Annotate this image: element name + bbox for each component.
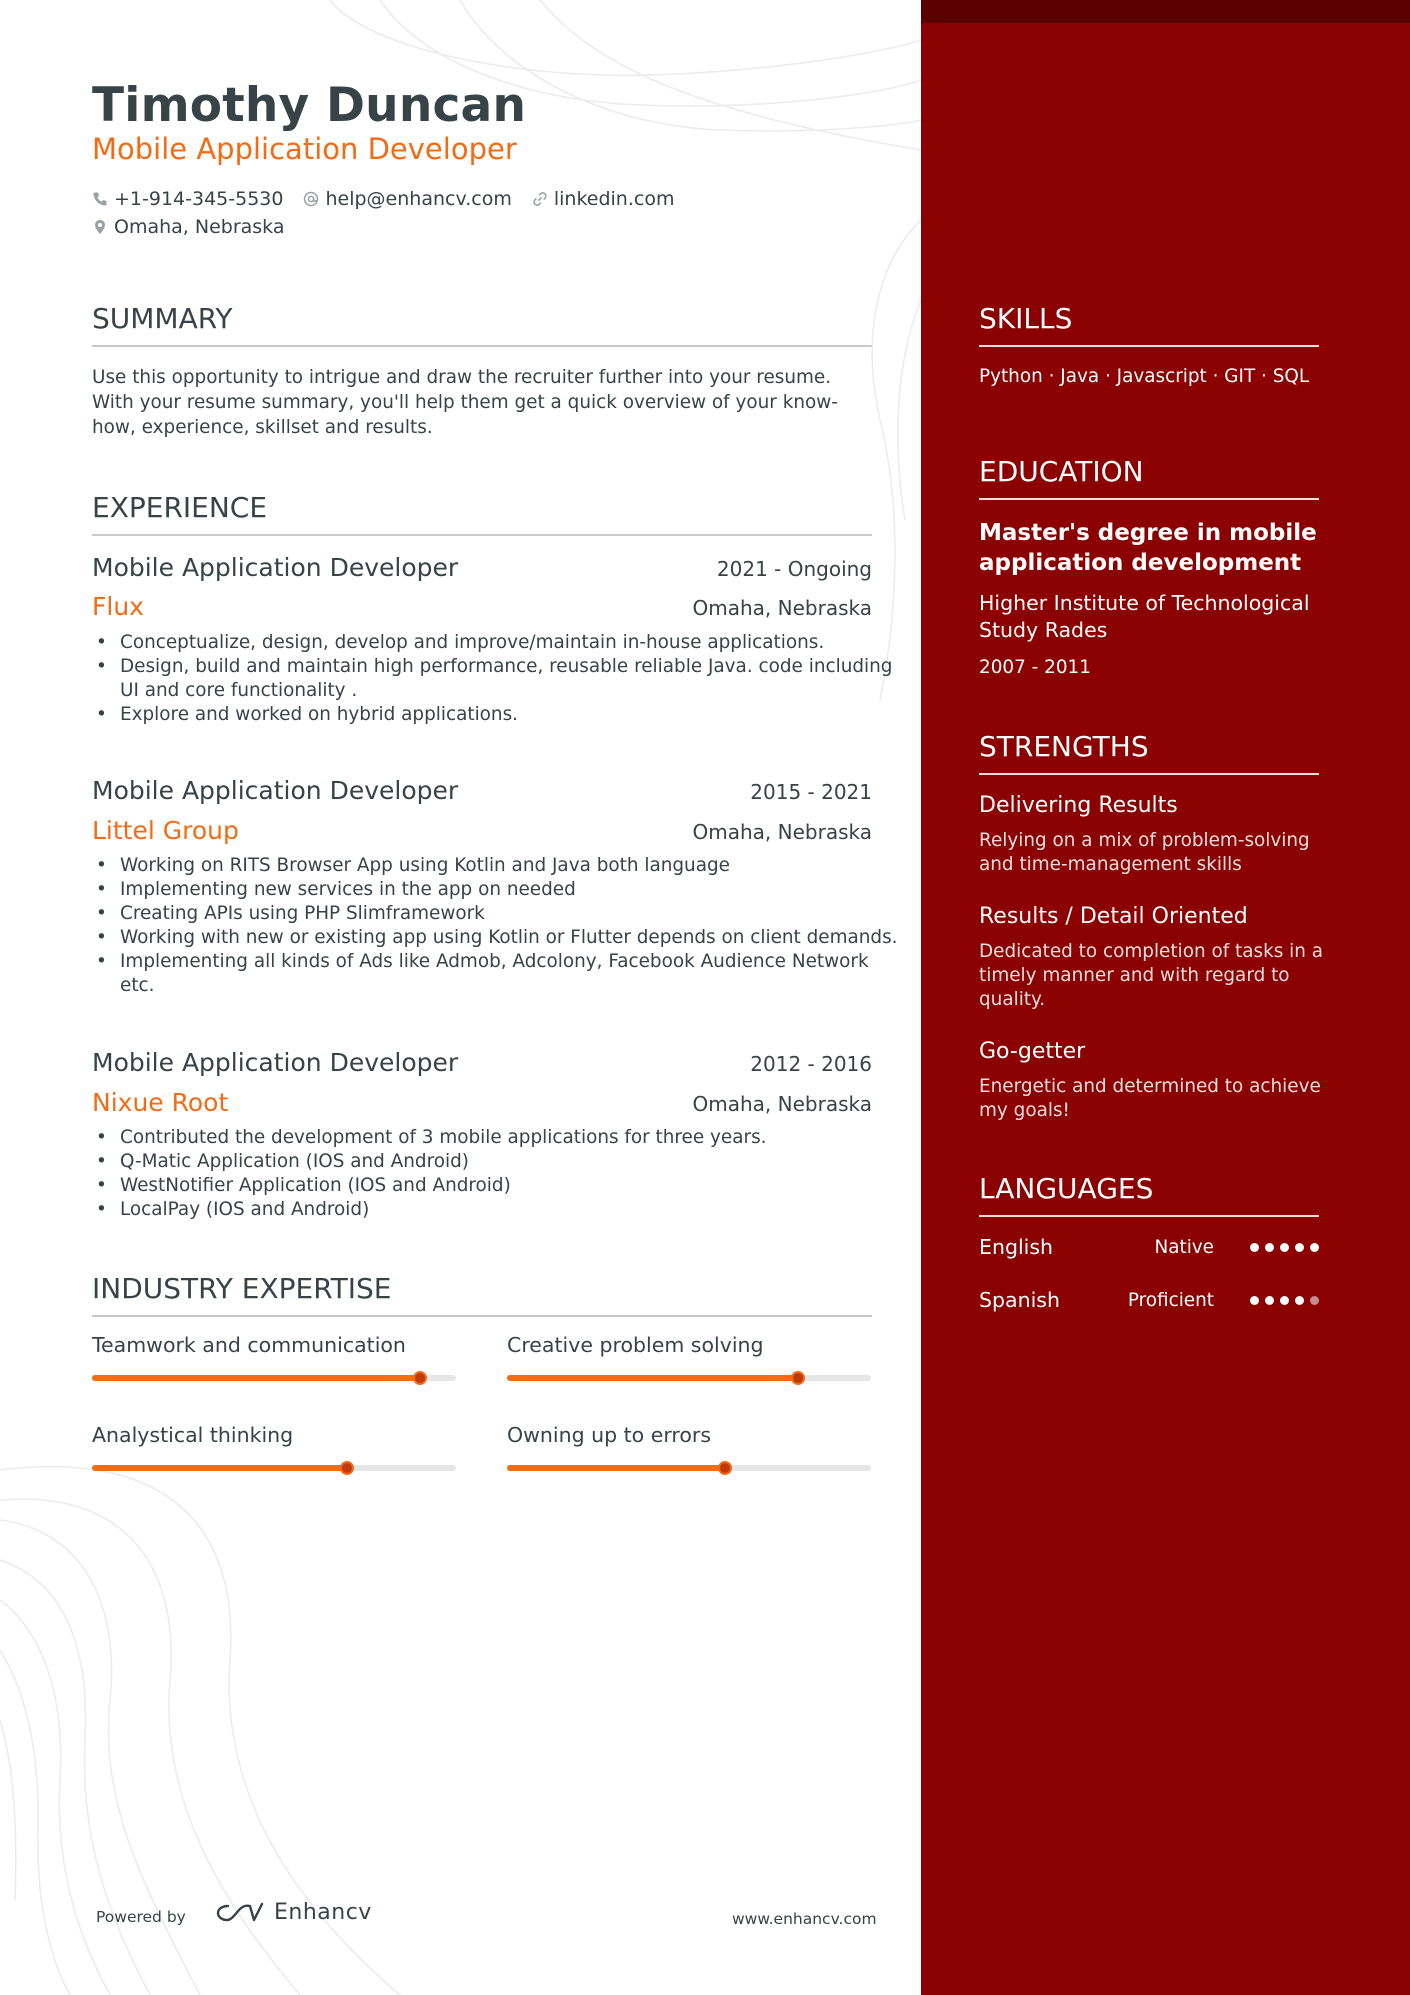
expertise-bar-fill bbox=[507, 1465, 725, 1471]
sidebar-top-band bbox=[921, 0, 1410, 23]
enhancv-logo-icon bbox=[214, 1898, 266, 1928]
rating-dot-filled bbox=[1250, 1296, 1259, 1305]
footer-website[interactable]: www.enhancv.com bbox=[732, 1910, 877, 1928]
strength-desc: Energetic and determined to achieve my goals! bbox=[979, 1076, 1321, 1121]
rating-dot-filled bbox=[1265, 1296, 1274, 1305]
language-row bbox=[979, 1235, 1319, 1263]
candidate-name: Timothy Duncan bbox=[92, 78, 527, 133]
list-item: • Design, build and maintain high performance, reusable reliable Java. code including UI and core functionality . bbox=[120, 655, 905, 703]
rating-dot-filled bbox=[1250, 1243, 1259, 1252]
rating-dot-filled bbox=[1280, 1296, 1289, 1305]
expertise-label: Teamwork and communication bbox=[92, 1333, 406, 1357]
skills-list: Python · Java · Javascript · GIT · SQL bbox=[979, 366, 1310, 387]
strength-desc: Relying on a mix of problem-solving and time-management skills bbox=[979, 830, 1310, 875]
phone-icon bbox=[92, 191, 108, 207]
list-item: • Creating APIs using PHP Slimframework bbox=[120, 902, 905, 926]
expertise-bar-fill bbox=[507, 1375, 798, 1381]
contact-location: Omaha, Nebraska bbox=[92, 216, 305, 238]
company-name: Littel Group bbox=[92, 816, 239, 845]
expertise-bar bbox=[507, 1465, 871, 1471]
language-level: Proficient bbox=[1127, 1290, 1214, 1311]
education-years: 2007 - 2011 bbox=[979, 657, 1091, 678]
list-item: • Q-Matic Application (IOS and Android) bbox=[120, 1150, 905, 1174]
location-pin-icon bbox=[92, 219, 108, 235]
job-bullets bbox=[92, 631, 905, 727]
list-item: • Implementing all kinds of Ads like Admob, Adcolony, Facebook Audience Network etc. bbox=[120, 950, 905, 998]
expertise-bar bbox=[507, 1375, 871, 1381]
expertise-bar-knob bbox=[791, 1371, 805, 1385]
brand-name: Enhancv bbox=[274, 1900, 372, 1925]
strength-title: Delivering Results bbox=[979, 793, 1178, 818]
list-item: • Explore and worked on hybrid applications. bbox=[120, 703, 905, 727]
language-row bbox=[979, 1288, 1319, 1316]
list-item: • LocalPay (IOS and Android) bbox=[120, 1198, 905, 1222]
expertise-bar bbox=[92, 1375, 456, 1381]
language-rating bbox=[1250, 1243, 1319, 1252]
expertise-bar-knob bbox=[413, 1371, 427, 1385]
expertise-bar-knob bbox=[340, 1461, 354, 1475]
job-title: Mobile Application Developer bbox=[92, 776, 459, 805]
degree-title: Master's degree in mobile application development bbox=[979, 520, 1317, 576]
job-title: Mobile Application Developer bbox=[92, 553, 459, 582]
language-name: English bbox=[979, 1235, 1054, 1259]
language-rating bbox=[1250, 1296, 1319, 1305]
list-item: • Contributed the development of 3 mobile applications for three years. bbox=[120, 1126, 905, 1150]
rating-dot-empty bbox=[1310, 1296, 1319, 1305]
languages-heading: LANGUAGES bbox=[979, 1172, 1319, 1217]
summary-heading: SUMMARY bbox=[92, 302, 872, 347]
rating-dot-filled bbox=[1295, 1296, 1304, 1305]
strengths-heading: STRENGTHS bbox=[979, 730, 1319, 775]
expertise-label: Owning up to errors bbox=[507, 1423, 712, 1447]
job-date: 2021 - Ongoing bbox=[716, 557, 872, 581]
summary-text: Use this opportunity to intrigue and draw the recruiter further into your resume. With your resume summary, you'll help them get a quick overview of your know-how, experience, skillset and results. bbox=[92, 367, 838, 438]
link-icon bbox=[532, 191, 548, 207]
list-item: • Conceptualize, design, develop and improve/maintain in-house applications. bbox=[120, 631, 905, 655]
expertise-heading: INDUSTRY EXPERTISE bbox=[92, 1272, 872, 1317]
contact-phone: +1-914-345-5530 bbox=[92, 188, 283, 210]
experience-heading: EXPERIENCE bbox=[92, 491, 872, 536]
rating-dot-filled bbox=[1310, 1243, 1319, 1252]
contact-link[interactable]: linkedin.com bbox=[532, 188, 675, 210]
skills-heading: SKILLS bbox=[979, 302, 1319, 347]
sidebar bbox=[921, 0, 1410, 1995]
candidate-role: Mobile Application Developer bbox=[92, 132, 517, 166]
strength-title: Results / Detail Oriented bbox=[979, 904, 1248, 929]
contact-email[interactable]: help@enhancv.com bbox=[303, 188, 511, 210]
strength-title: Go-getter bbox=[979, 1039, 1086, 1064]
rating-dot-filled bbox=[1265, 1243, 1274, 1252]
company-name: Flux bbox=[92, 592, 144, 621]
job-location: Omaha, Nebraska bbox=[692, 596, 872, 620]
list-item: • Implementing new services in the app on needed bbox=[120, 878, 905, 902]
contact-row bbox=[92, 188, 694, 210]
job-date: 2012 - 2016 bbox=[750, 1052, 872, 1076]
expertise-bar-fill bbox=[92, 1375, 420, 1381]
language-level: Native bbox=[1154, 1237, 1214, 1258]
powered-by-label: Powered by bbox=[96, 1908, 186, 1926]
job-date: 2015 - 2021 bbox=[750, 780, 872, 804]
job-bullets bbox=[92, 854, 905, 998]
expertise-label: Creative problem solving bbox=[507, 1333, 764, 1357]
expertise-bar-fill bbox=[92, 1465, 347, 1471]
job-title: Mobile Application Developer bbox=[92, 1048, 459, 1077]
company-name: Nixue Root bbox=[92, 1088, 229, 1117]
education-heading: EDUCATION bbox=[979, 455, 1319, 500]
job-location: Omaha, Nebraska bbox=[692, 1092, 872, 1116]
job-location: Omaha, Nebraska bbox=[692, 820, 872, 844]
job-bullets bbox=[92, 1126, 905, 1222]
rating-dot-filled bbox=[1295, 1243, 1304, 1252]
list-item: • Working on RITS Browser App using Kotlin and Java both language bbox=[120, 854, 905, 878]
school-name: Higher Institute of Technological Study Rades bbox=[979, 591, 1310, 642]
rating-dot-filled bbox=[1280, 1243, 1289, 1252]
language-name: Spanish bbox=[979, 1288, 1060, 1312]
list-item: • Working with new or existing app using Kotlin or Flutter depends on client demands. bbox=[120, 926, 905, 950]
expertise-bar bbox=[92, 1465, 456, 1471]
expertise-label: Analystical thinking bbox=[92, 1423, 294, 1447]
list-item: • WestNotifier Application (IOS and Android) bbox=[120, 1174, 905, 1198]
strength-desc: Dedicated to completion of tasks in a timely manner and with regard to quality. bbox=[979, 941, 1324, 1010]
expertise-bar-knob bbox=[718, 1461, 732, 1475]
at-icon bbox=[303, 191, 319, 207]
